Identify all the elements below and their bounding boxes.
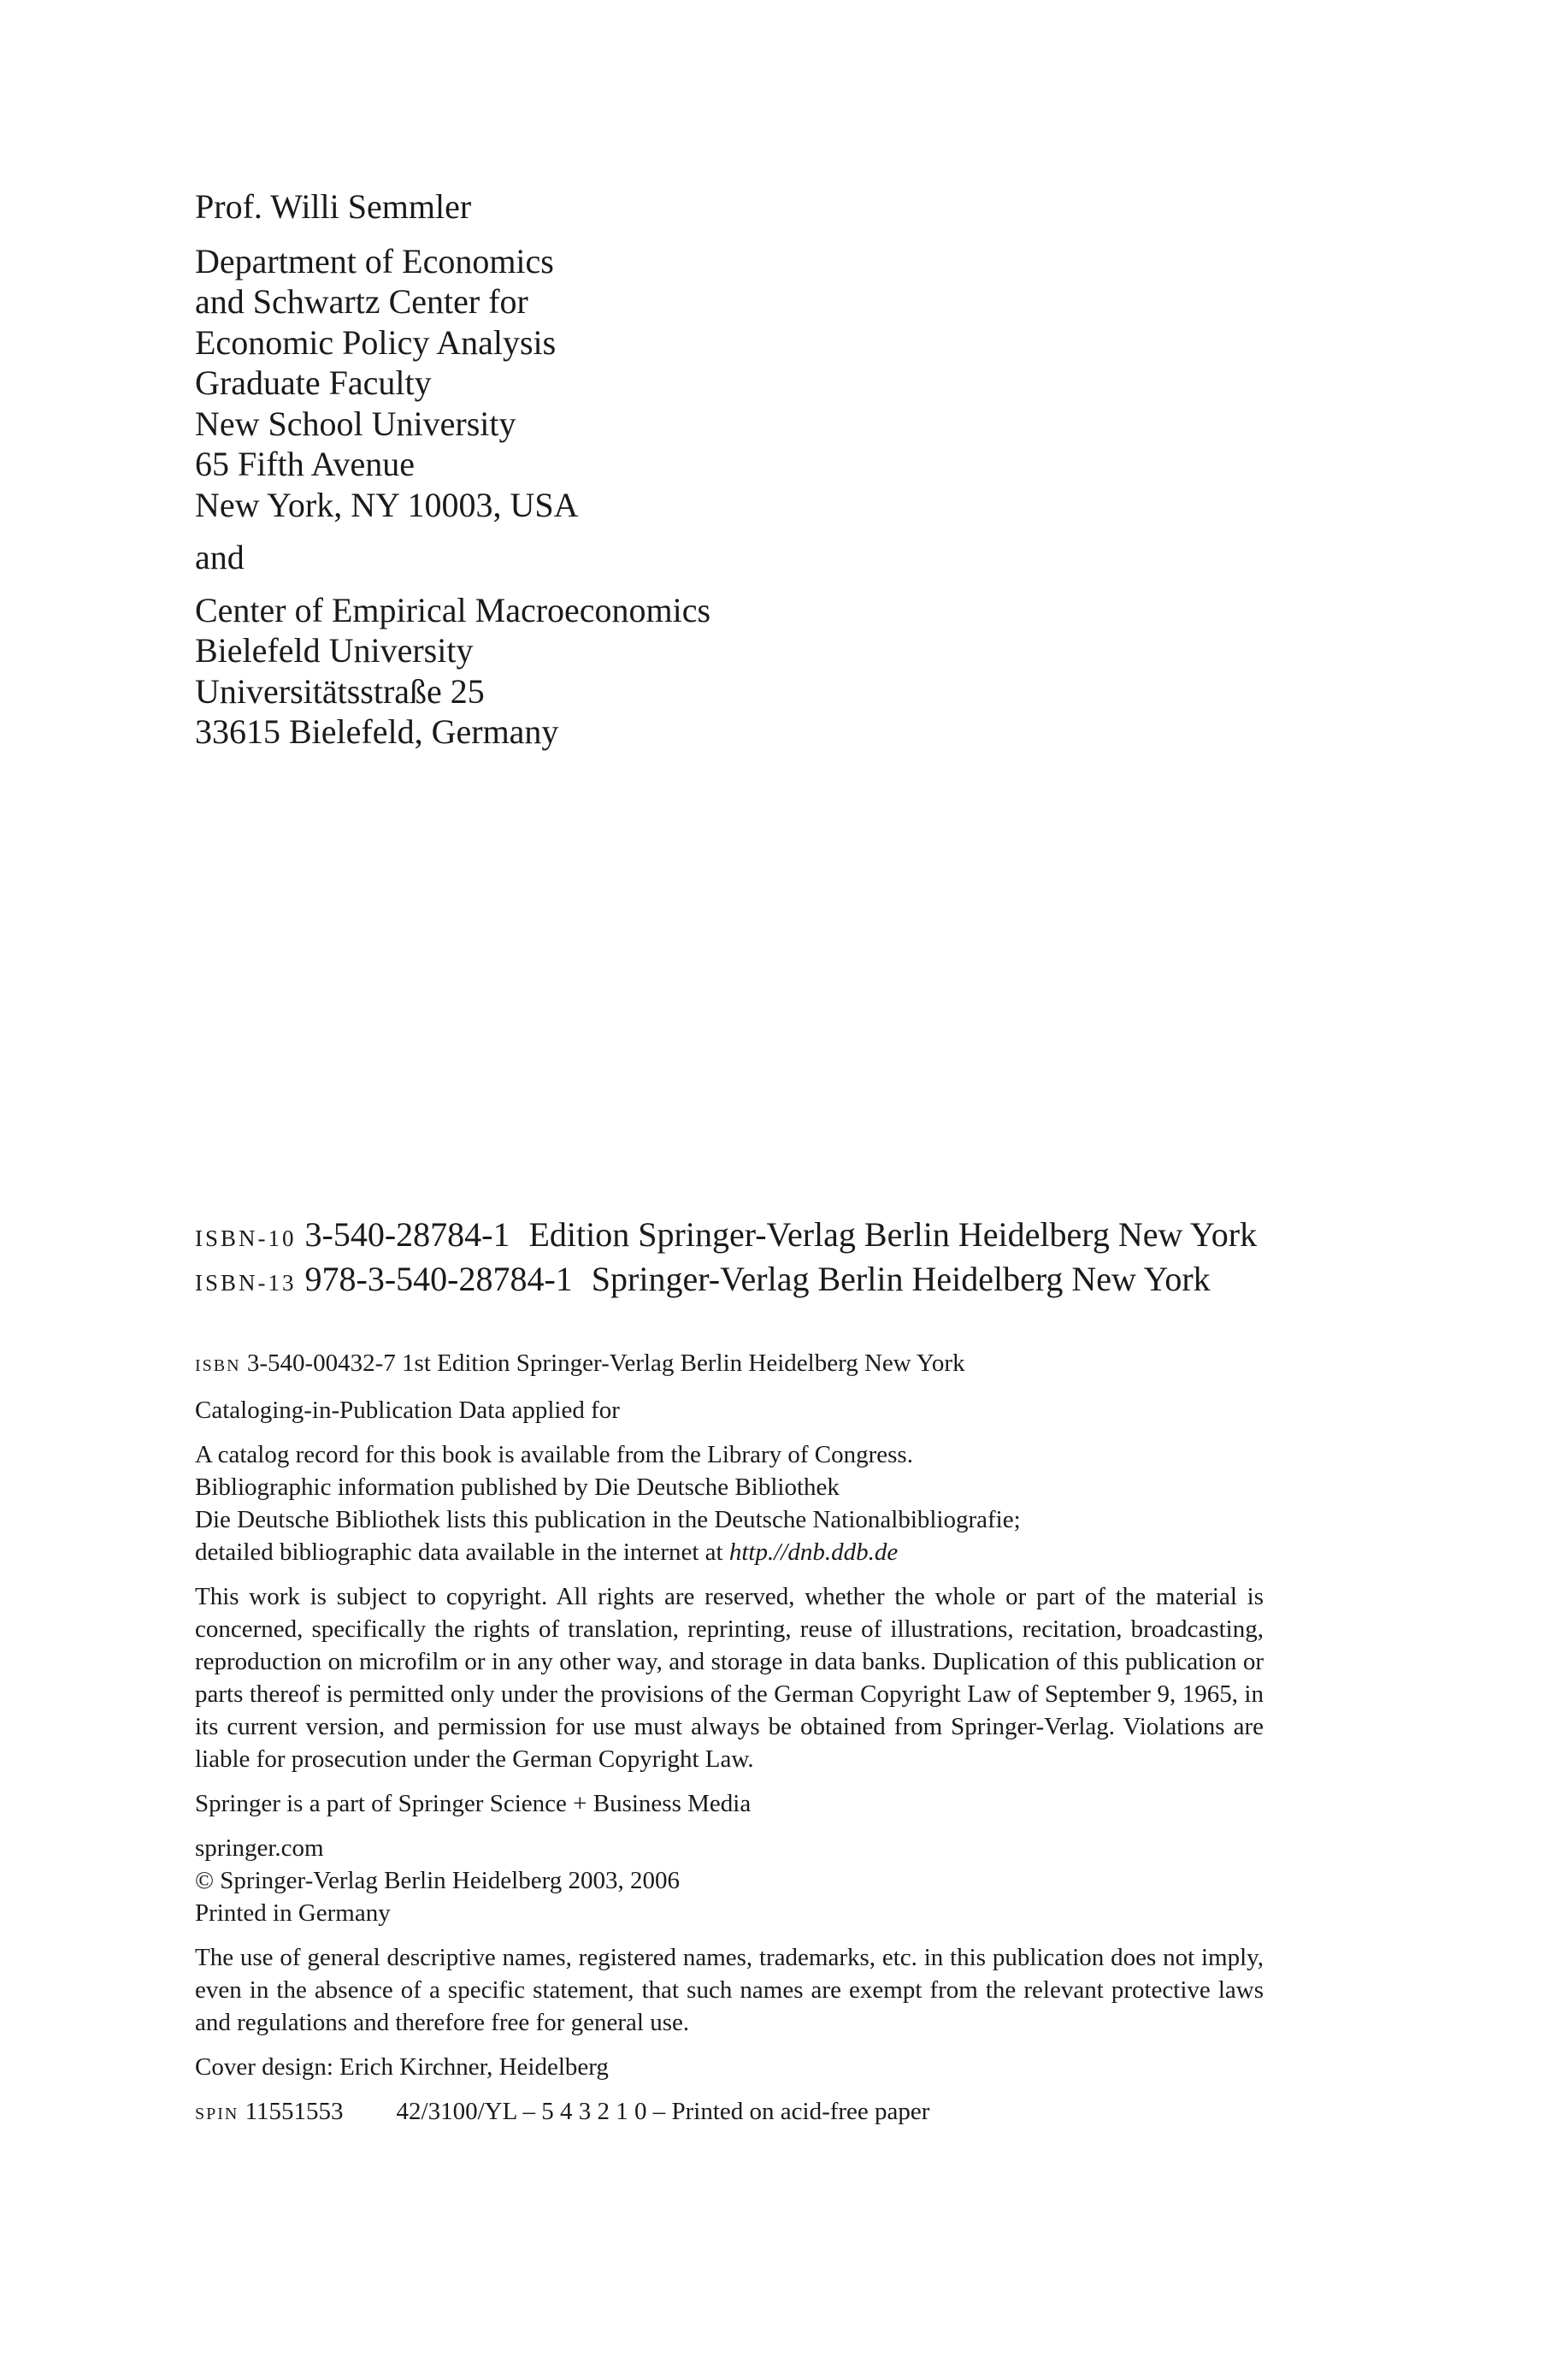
catalog-record-line: A catalog record for this book is available from the Library of Congress. — [195, 1441, 913, 1468]
isbn13-publisher: Springer-Verlag Berlin Heidelberg New York — [591, 1260, 1211, 1298]
spin-line — [195, 2095, 1306, 2130]
isbn10-line — [195, 1214, 1392, 1259]
address-line: New York, NY 10003, USA — [195, 485, 579, 524]
biblio-line-1: Bibliographic information published by Die Deutsche Bibliothek — [195, 1473, 840, 1501]
address-line: Graduate Faculty — [195, 363, 432, 402]
isbn10-publisher: Edition Springer-Verlag Berlin Heidelberg New York — [528, 1215, 1258, 1254]
biblio-line-2: Die Deutsche Bibliothek lists this publication in the Deutsche Nationalbibliografie; — [195, 1506, 1021, 1533]
author-name: Prof. Willi Semmler — [195, 187, 472, 226]
website-link[interactable]: springer.com — [195, 1834, 324, 1862]
printed-line: Printed in Germany — [195, 1899, 391, 1927]
spin-label: SPIN — [195, 2105, 239, 2123]
first-edition-text: 3-540-00432-7 1st Edition Springer-Verlag Berlin Heidelberg New York — [246, 1349, 965, 1377]
isbn-block — [195, 1214, 1392, 1303]
isbn13-label: ISBN-13 — [195, 1270, 297, 1296]
author-address-block — [195, 186, 1135, 753]
address-line: and Schwartz Center for — [195, 282, 528, 321]
isbn10-value: 3-540-28784-1 — [304, 1215, 510, 1254]
address-line: New School University — [195, 404, 516, 443]
cip-line: Cataloging-in-Publication Data applied for — [195, 1397, 620, 1424]
dnb-url-link[interactable]: http.//dnb.ddb.de — [728, 1538, 899, 1566]
address-conjunction: and — [195, 538, 245, 576]
cover-design-line: Cover design: Erich Kirchner, Heidelberg — [195, 2053, 609, 2081]
address-line: Economic Policy Analysis — [195, 322, 557, 362]
address-line: Center of Empirical Macroeconomics — [195, 590, 711, 629]
isbn13-value: 978-3-540-28784-1 — [304, 1260, 573, 1298]
print-code: 42/3100/YL – 5 4 3 2 1 0 – Printed on acid-free paper — [396, 2098, 930, 2125]
isbn13-line — [195, 1259, 1392, 1303]
first-edition-isbn-label: ISBN — [195, 1356, 241, 1375]
trademark-notice: The use of general descriptive names, registered names, trademarks, etc. in this publication does not imply, even in the absence of a specific statement, that such names are exempt from the relevant protective laws and regulations and therefore free for general use. — [195, 1944, 1264, 2036]
address-line: Universitätsstraße 25 — [195, 671, 485, 711]
address-line: 33615 Bielefeld, Germany — [195, 712, 559, 751]
springer-part-line: Springer is a part of Springer Science + Business Media — [195, 1790, 752, 1817]
imprint-block — [195, 1347, 1306, 2130]
copyright-notice: This work is subject to copyright. All rights are reserved, whether the whole or part of the material is concerned, specifically the rights of translation, reprinting, reuse of illustrations, recitation, broadcasting, reproduction on microfilm or in any other way, and storage in data banks. Duplication of this publication or parts thereof is permitted only under the provisions of the German Copyright Law of September 9, 1965, in its current version, and permission for use must always be obtained from Springer-Verlag. Violations are liable for prosecution under the German Copyright Law. — [195, 1583, 1264, 1773]
biblio-line-3-text: detailed bibliographic data available in the internet at — [195, 1538, 723, 1566]
biblio-line-3 — [195, 1536, 1306, 1568]
address-line: 65 Fifth Avenue — [195, 445, 416, 483]
spin-number: 11551553 — [245, 2098, 344, 2125]
first-edition-line — [195, 1347, 1306, 1382]
isbn10-label: ISBN-10 — [195, 1225, 297, 1251]
address-line: Bielefeld University — [195, 631, 474, 670]
address-line: Department of Economics — [195, 241, 554, 281]
copyright-line: © Springer-Verlag Berlin Heidelberg 2003, 2006 — [195, 1867, 680, 1894]
